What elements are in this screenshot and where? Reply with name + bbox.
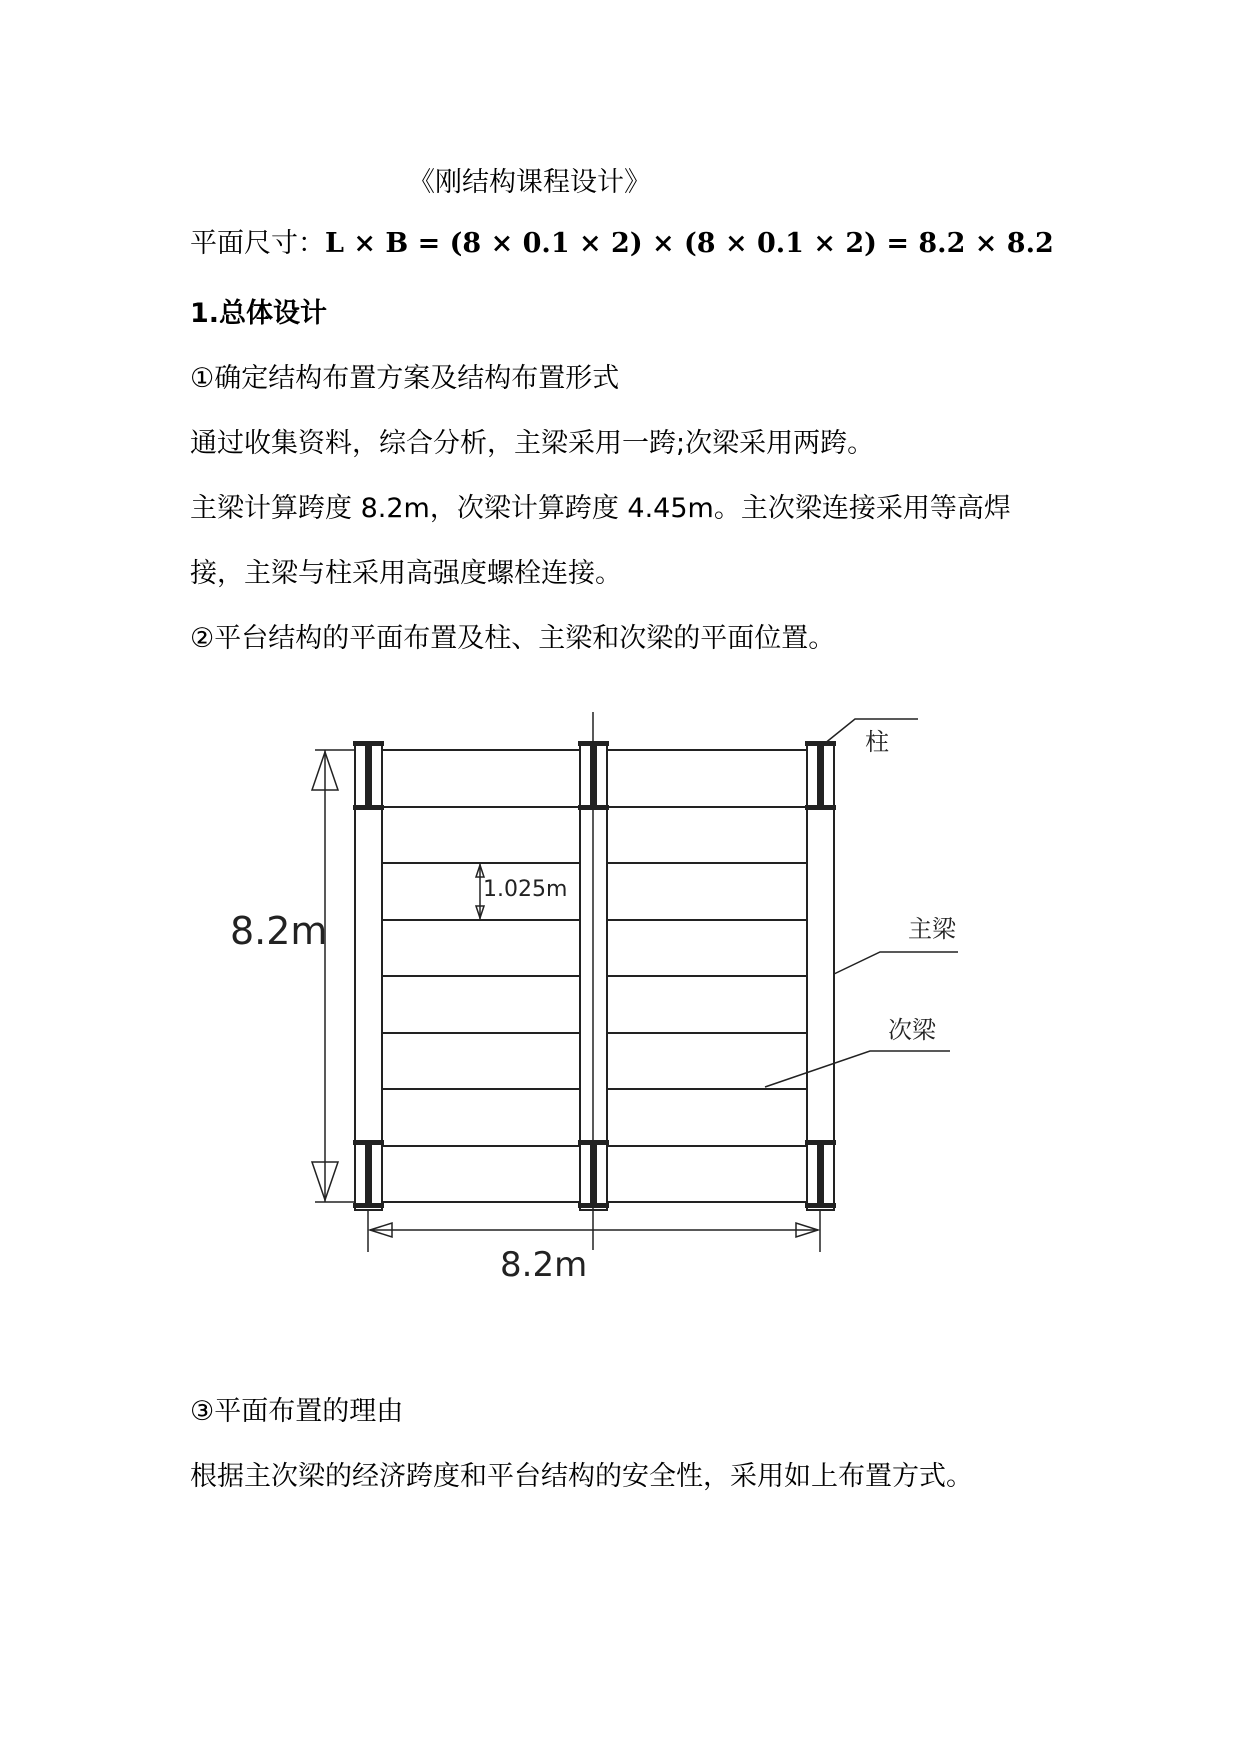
- width-dimension-line: [370, 1223, 818, 1237]
- document-title: 《刚结构课程设计》: [408, 167, 651, 198]
- paragraph-1: 通过收集资料，综合分析，主梁采用一跨;次梁采用两跨。: [190, 428, 875, 459]
- plan-dimension-formula: [190, 227, 1054, 261]
- section-heading-overall-design: 1.总体设计: [190, 298, 328, 329]
- structural-plan-drawing: [0, 700, 1241, 1300]
- spacing-dimension-label: 1.025m: [483, 877, 568, 902]
- formula-label: 平面尺寸：: [190, 228, 325, 259]
- column-label: 柱: [865, 728, 889, 756]
- item3-heading: ③平面布置的理由: [190, 1396, 404, 1427]
- formula-expression: L × B = (8 × 0.1 × 2) × (8 × 0.1 × 2) = 8.2 × 8.2: [325, 228, 1054, 259]
- main-beam-leader-line: [834, 952, 958, 974]
- height-dimension-label: 8.2m: [230, 909, 328, 953]
- paragraph-2-line-1: 主梁计算跨度 8.2m，次梁计算跨度 4.45m。主次梁连接采用等高焊: [190, 493, 1011, 524]
- paragraph-3: 根据主次梁的经济跨度和平台结构的安全性，采用如上布置方式。: [190, 1461, 973, 1492]
- paragraph-2-line-2: 接，主梁与柱采用高强度螺栓连接。: [190, 558, 622, 589]
- height-dimension-line: [312, 750, 338, 1202]
- main-beam-label: 主梁: [908, 915, 956, 943]
- secondary-beam-label: 次梁: [888, 1016, 936, 1044]
- secondary-beam-leader-line: [765, 1051, 950, 1087]
- item1-heading: ①确定结构布置方案及结构布置形式: [190, 363, 620, 394]
- item2-heading: ②平台结构的平面布置及柱、主梁和次梁的平面位置。: [190, 623, 836, 654]
- width-dimension-label: 8.2m: [500, 1245, 588, 1285]
